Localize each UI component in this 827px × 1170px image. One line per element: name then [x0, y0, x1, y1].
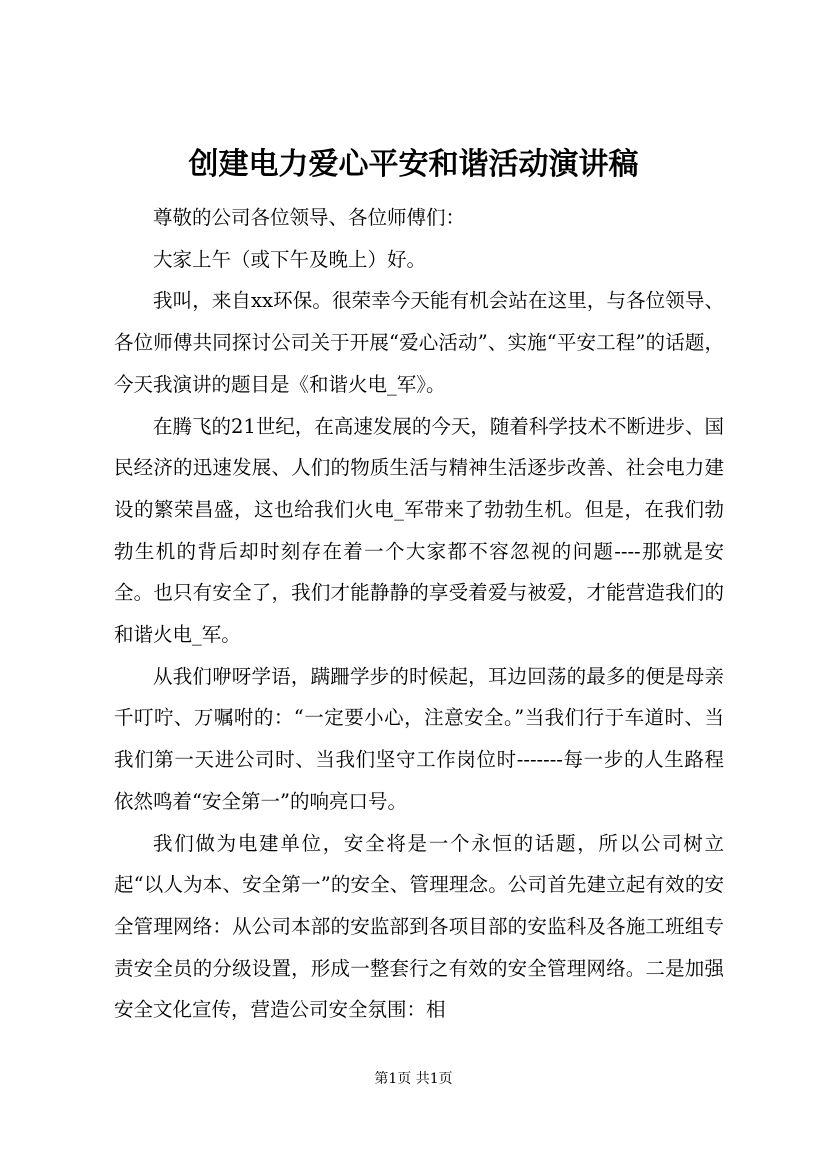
- paragraph-safety-management: 我们做为电建单位，安全将是一个永恒的话题，所以公司树立起“以人为本、安全第一”的安全、管理理念。公司首先建立起有效的安全管理网络：从公司本部的安监部到各项目部的安监科及各施工班组专责安全员的分级设置，形成一整套行之有效的安全管理网络。二是加强安全文化宣传，营造公司安全氛围：相: [114, 831, 724, 1022]
- paragraph-salutation: 尊敬的公司各位领导、各位师傅们：: [153, 206, 466, 229]
- paragraph-context: 在腾飞的21世纪，在高速发展的今天，随着科学技术不断进步、国民经济的迅速发展、人们的物质生活与精神生活逐步改善、社会电力建设的繁荣昌盛，这也给我们火电_军带来了勃勃生机。但是，在我们勃勃生机的背后却时刻存在着一个大家都不容忽视的问题----那就是安全。也只有安全了，我们才能静静的享受着爱与被爱，才能营造我们的和谐火电_军。: [114, 414, 724, 647]
- document-title: 创建电力爱心平安和谐活动演讲稿: [188, 147, 639, 182]
- paragraph-greeting: 大家上午（或下午及晚上）好。: [153, 247, 427, 271]
- paragraph-introduction: 我叫，来自xx环保。很荣幸今天能有机会站在这里，与各位领导、各位师傅共同探讨公司关于开展“爱心活动”、实施“平安工程”的话题，今天我演讲的题目是《和谐火电_军》。: [114, 289, 724, 396]
- paragraph-childhood: 从我们咿呀学语，蹒跚学步的时候起，耳边回荡的最多的便是母亲千叮咛、万嘱咐的：“一定要小心，注意安全。”当我们行于车道时、当我们第一天进公司时、当我们坚守工作岗位时-------每一步的人生路程依然鸣着“安全第一”的响亮口号。: [114, 664, 724, 813]
- document-body: [114, 197, 724, 1031]
- page-number-footer: 第1页 共1页: [374, 1071, 453, 1087]
